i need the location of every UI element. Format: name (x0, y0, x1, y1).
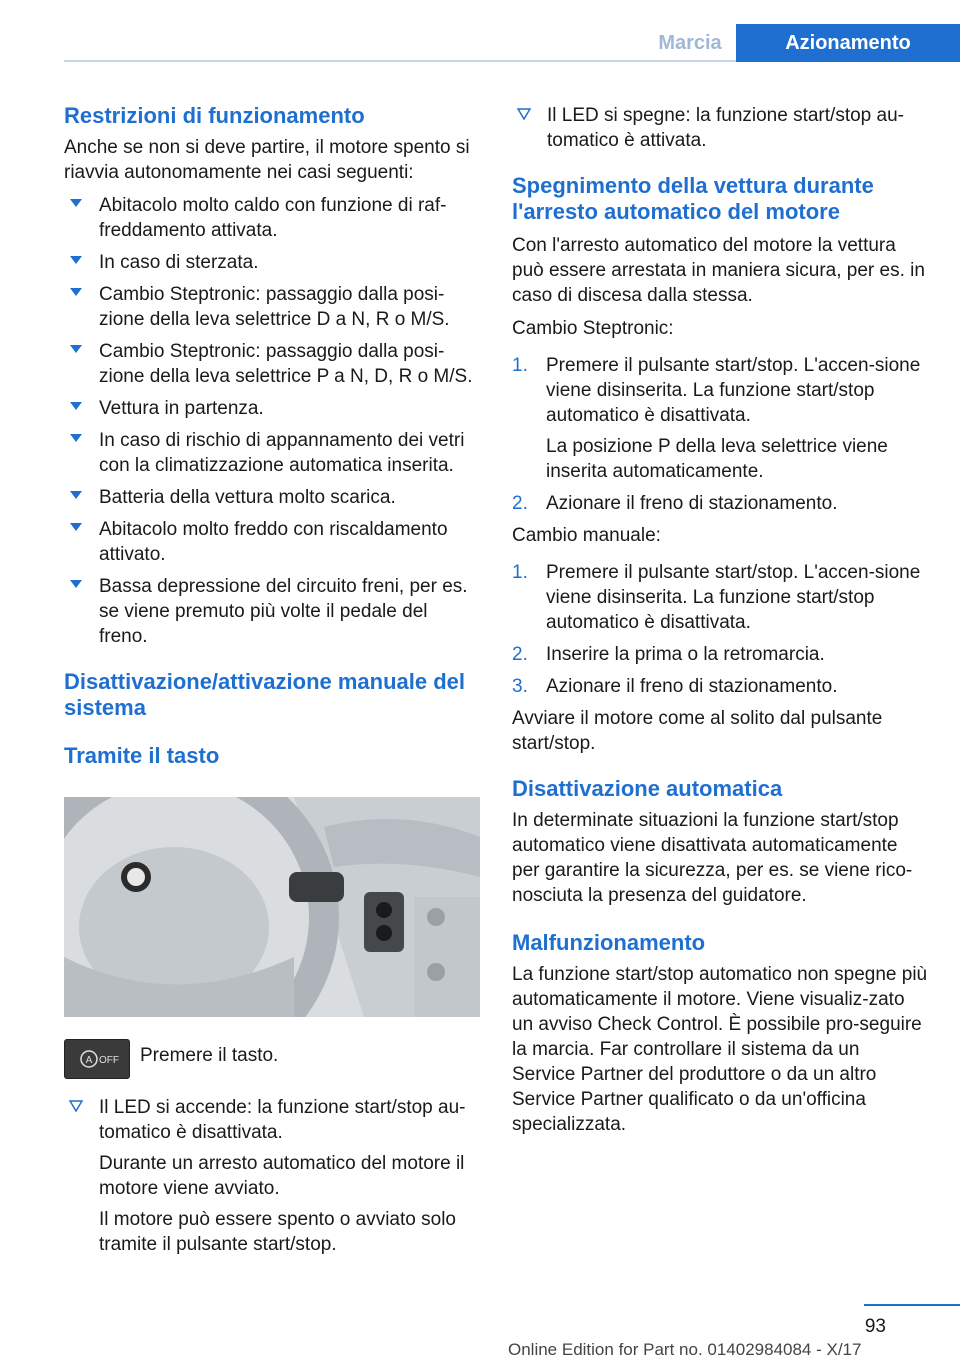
list-item: 1. Premere il pulsante start/stop. L'accen‐sione viene disinserita. La funzione start/stop automatico è disattivata. (512, 562, 921, 633)
bullet-triangle-icon (70, 434, 82, 442)
restart-text: Avviare il motore come al solito dal pulsante start/stop. (512, 708, 883, 754)
led-off-list (512, 103, 928, 153)
list-item: Cambio Steptronic: passaggio dalla posi‐zione della leva selettrice D a N, R o M/S. (64, 282, 480, 332)
footer-rule (864, 1304, 960, 1306)
list-item: In caso di rischio di appannamento dei vetri con la climatizzazione automatica inserita. (64, 428, 480, 478)
list-item: In caso di sterzata. (64, 250, 480, 275)
restrictions-list (64, 193, 480, 649)
bullet-triangle-outline-icon (517, 108, 531, 120)
auto-title: Disattivazione automatica (512, 776, 783, 801)
manual-label: Cambio manuale: (512, 525, 661, 546)
manual-steps (512, 560, 928, 699)
right-column (512, 103, 928, 1145)
dashboard-illustration-icon (64, 797, 480, 1017)
list-item: Il LED si spegne: la funzione start/stop au‐tomatico è attivata. (512, 103, 928, 153)
page-number: 93 (864, 1316, 886, 1337)
malfunction-text: La funzione start/stop automatico non spegne più automaticamente il motore. Viene visualiz‐zato un avviso Check Control. È possibile pro‐seguire la marcia. Far controllare il sistema da un Service Partner del produttore o da un altro Service Partner qualificato o da un'officina specializzata. (512, 964, 928, 1135)
manual-title: Disattivazione/attivazione manuale del sistema (64, 669, 466, 720)
bullet-triangle-icon (70, 491, 82, 499)
svg-text:OFF: OFF (99, 1055, 119, 1066)
bullet-triangle-icon (70, 402, 82, 410)
bullet-triangle-icon (70, 523, 82, 531)
list-item: 1. Premere il pulsante start/stop. L'accen‐sione viene disinserita. La funzione start/stop automatico è disattivata. La posizione P della leva selettrice viene inserita automaticamente. (512, 353, 928, 484)
list-item: 2. Azionare il freno di stazionamento. (512, 493, 838, 514)
list-item: 3. Azionare il freno di stazionamento. (512, 676, 838, 697)
button-row (64, 1029, 480, 1077)
list-item: Cambio Steptronic: passaggio dalla posi‐zione della leva selettrice P a N, D, R o M/S. (64, 339, 480, 389)
bullet-triangle-icon (70, 288, 82, 296)
list-item: 2. Inserire la prima o la retromarcia. (512, 644, 825, 665)
step-number: 1. (512, 562, 528, 583)
auto-start-stop-off-icon (65, 1040, 129, 1078)
tab-marcia[interactable]: Marcia (658, 32, 722, 54)
shutdown-title: Spegnimento della vettura durante l'arresto automatico del motore (512, 173, 874, 224)
bullet-triangle-icon (70, 580, 82, 588)
button-title: Tramite il tasto (64, 743, 220, 768)
dashboard-photo (64, 797, 480, 1017)
malfunction-title: Malfunzionamento (512, 930, 706, 955)
step-number: 2. (512, 644, 528, 665)
restrictions-title: Restrizioni di funzionamento (64, 103, 365, 128)
svg-text:A: A (85, 1055, 93, 1066)
list-item: Abitacolo molto freddo con riscaldamento attivato. (64, 517, 480, 567)
list-item: Vettura in partenza. (64, 396, 480, 421)
auto-text: In determinate situazioni la funzione start/stop automatico viene disattivata automaticamente per garantire la sicurezza, per es. se viene rico‐nosciuta la presenza del guidatore. (512, 810, 913, 906)
led-on-list (64, 1095, 480, 1257)
step-sub: La posizione P della leva selettrice viene inserita automaticamente. (546, 436, 888, 482)
shutdown-text: Con l'arresto automatico del motore la vettura può essere arrestata in maniera sicura, per es. in caso di discesa dalla stessa. (512, 235, 925, 306)
list-item: Abitacolo molto caldo con funzione di raf‐freddamento attivata. (64, 193, 480, 243)
bullet-triangle-icon (70, 199, 82, 207)
led-on-sub1: Durante un arresto automatico del motore il motore viene avviato. (99, 1153, 465, 1199)
bullet-triangle-icon (70, 256, 82, 264)
step-number: 3. (512, 676, 528, 697)
steptronic-steps (512, 353, 928, 516)
bullet-triangle-outline-icon (69, 1100, 83, 1112)
steptronic-label: Cambio Steptronic: (512, 318, 674, 339)
list-item: Il LED si accende: la funzione start/stop au‐tomatico è disattivata. Durante un arresto automatico del motore il motore viene avviato. Il motore può essere spento o avviato solo tramite il pulsante start/stop. (64, 1095, 480, 1257)
step-number: 1. (512, 355, 528, 376)
bullet-triangle-icon (70, 345, 82, 353)
step-number: 2. (512, 493, 528, 514)
edition-text: Online Edition for Part no. 01402984084 - X/17 (508, 1340, 862, 1359)
list-item: Batteria della vettura molto scarica. (64, 485, 480, 510)
restrictions-intro: Anche se non si deve partire, il motore spento si riavvia autonomamente nei casi seguenti: (64, 137, 470, 183)
tab-azionamento[interactable]: Azionamento (736, 24, 960, 62)
left-column (64, 103, 480, 1264)
led-on-sub2: Il motore può essere spento o avviato solo tramite il pulsante start/stop. (99, 1209, 456, 1255)
list-item: Bassa depressione del circuito freni, per es. se viene premuto più volte il pedale del freno. (64, 574, 480, 649)
press-button-text: Premere il tasto. (140, 1045, 279, 1066)
start-stop-off-button[interactable] (64, 1039, 130, 1079)
